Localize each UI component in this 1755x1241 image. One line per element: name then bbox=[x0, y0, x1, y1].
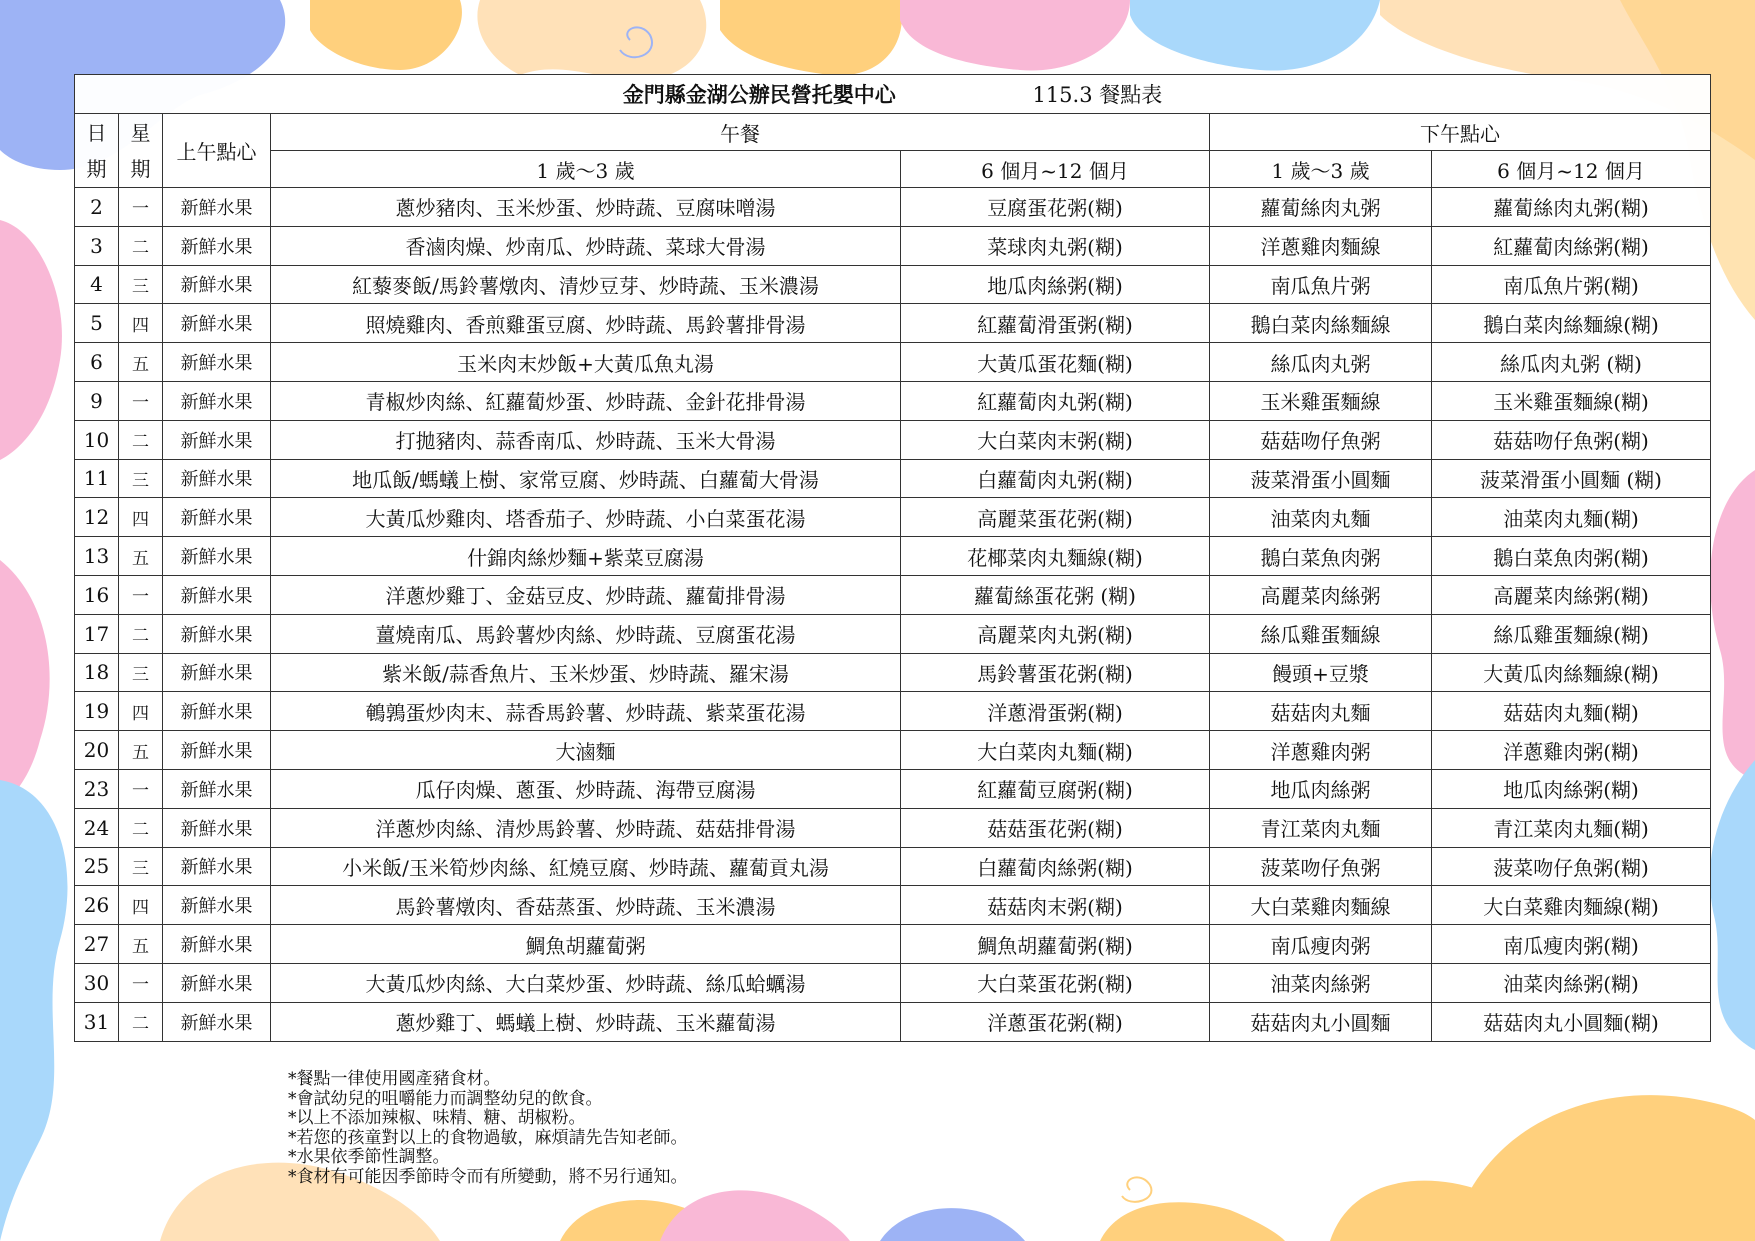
lunch-1-3-cell: 大滷麵 bbox=[271, 731, 901, 770]
center-name: 金門縣金湖公辦民營托嬰中心 bbox=[622, 82, 896, 107]
lunch-6-12-cell: 豆腐蛋花粥(糊) bbox=[901, 188, 1210, 227]
lunch-1-3-cell: 紅藜麥飯/馬鈴薯燉肉、清炒豆芽、炒時蔬、玉米濃湯 bbox=[271, 265, 901, 304]
pm-6-12-cell: 絲瓜雞蛋麵線(糊) bbox=[1432, 614, 1711, 653]
am-snack-cell: 新鮮水果 bbox=[163, 575, 271, 614]
table-row bbox=[75, 847, 1711, 886]
pm-1-3-cell: 油菜肉絲粥 bbox=[1210, 963, 1432, 1002]
weekday-cell: 二 bbox=[119, 226, 163, 265]
lunch-1-3-cell: 紫米飯/蒜香魚片、玉米炒蛋、炒時蔬、羅宋湯 bbox=[271, 653, 901, 692]
lunch-6-12-cell: 洋蔥滑蛋粥(糊) bbox=[901, 692, 1210, 731]
lunch-6-12-cell: 菜球肉丸粥(糊) bbox=[901, 226, 1210, 265]
table-row bbox=[75, 381, 1711, 420]
table-row bbox=[75, 420, 1711, 459]
pm-6-12-cell: 大白菜雞肉麵線(糊) bbox=[1432, 886, 1711, 925]
lunch-1-3-cell: 馬鈴薯燉肉、香菇蒸蛋、炒時蔬、玉米濃湯 bbox=[271, 886, 901, 925]
lunch-6-12-cell: 高麗菜蛋花粥(糊) bbox=[901, 498, 1210, 537]
table-row bbox=[75, 614, 1711, 653]
weekday-cell: 三 bbox=[119, 265, 163, 304]
date-cell: 18 bbox=[75, 653, 119, 692]
lunch-1-3-cell: 鯛魚胡蘿蔔粥 bbox=[271, 925, 901, 964]
lunch-1-3-cell: 小米飯/玉米筍炒肉絲、紅燒豆腐、炒時蔬、蘿蔔貢丸湯 bbox=[271, 847, 901, 886]
date-cell: 16 bbox=[75, 575, 119, 614]
note-line: *食材有可能因季節時令而有所變動，將不另行通知。 bbox=[288, 1166, 688, 1187]
lunch-1-3-cell: 照燒雞肉、香煎雞蛋豆腐、炒時蔬、馬鈴薯排骨湯 bbox=[271, 304, 901, 343]
date-cell: 11 bbox=[75, 459, 119, 498]
weekday-cell: 二 bbox=[119, 614, 163, 653]
pm-age-6-12-header: 6 個月~12 個月 bbox=[1432, 151, 1711, 188]
am-snack-cell: 新鮮水果 bbox=[163, 265, 271, 304]
am-snack-cell: 新鮮水果 bbox=[163, 925, 271, 964]
date-header: 日 期 bbox=[75, 114, 119, 188]
date-cell: 25 bbox=[75, 847, 119, 886]
weekday-cell: 一 bbox=[119, 769, 163, 808]
weekday-cell: 二 bbox=[119, 808, 163, 847]
lunch-6-12-cell: 馬鈴薯蛋花粥(糊) bbox=[901, 653, 1210, 692]
table-row bbox=[75, 925, 1711, 964]
lunch-6-12-cell: 大白菜肉丸麵(糊) bbox=[901, 731, 1210, 770]
lunch-header: 午餐 bbox=[271, 114, 1210, 151]
weekday-cell: 三 bbox=[119, 847, 163, 886]
date-cell: 17 bbox=[75, 614, 119, 653]
date-cell: 30 bbox=[75, 963, 119, 1002]
am-snack-cell: 新鮮水果 bbox=[163, 537, 271, 576]
pm-6-12-cell: 菠菜吻仔魚粥(糊) bbox=[1432, 847, 1711, 886]
pm-1-3-cell: 饅頭+豆漿 bbox=[1210, 653, 1432, 692]
weekday-cell: 五 bbox=[119, 343, 163, 382]
title-cell bbox=[75, 75, 1711, 114]
pm-1-3-cell: 蘿蔔絲肉丸粥 bbox=[1210, 188, 1432, 227]
am-snack-cell: 新鮮水果 bbox=[163, 459, 271, 498]
lunch-6-12-cell: 地瓜肉絲粥(糊) bbox=[901, 265, 1210, 304]
date-cell: 13 bbox=[75, 537, 119, 576]
am-snack-cell: 新鮮水果 bbox=[163, 808, 271, 847]
date-cell: 10 bbox=[75, 420, 119, 459]
am-snack-cell: 新鮮水果 bbox=[163, 304, 271, 343]
table-row bbox=[75, 537, 1711, 576]
header-row-2 bbox=[75, 151, 1711, 188]
lunch-6-12-cell: 蘿蔔絲蛋花粥 (糊) bbox=[901, 575, 1210, 614]
date-cell: 24 bbox=[75, 808, 119, 847]
menu-table bbox=[74, 74, 1711, 1042]
weekday-cell: 一 bbox=[119, 188, 163, 227]
lunch-1-3-cell: 青椒炒肉絲、紅蘿蔔炒蛋、炒時蔬、金針花排骨湯 bbox=[271, 381, 901, 420]
pm-6-12-cell: 絲瓜肉丸粥 (糊) bbox=[1432, 343, 1711, 382]
pm-6-12-cell: 地瓜肉絲粥(糊) bbox=[1432, 769, 1711, 808]
lunch-1-3-cell: 鵪鶉蛋炒肉末、蒜香馬鈴薯、炒時蔬、紫菜蛋花湯 bbox=[271, 692, 901, 731]
lunch-6-12-cell: 白蘿蔔肉丸粥(糊) bbox=[901, 459, 1210, 498]
pm-6-12-cell: 玉米雞蛋麵線(糊) bbox=[1432, 381, 1711, 420]
lunch-6-12-cell: 紅蘿蔔滑蛋粥(糊) bbox=[901, 304, 1210, 343]
pm-1-3-cell: 高麗菜肉絲粥 bbox=[1210, 575, 1432, 614]
pm-1-3-cell: 菠菜滑蛋小圓麵 bbox=[1210, 459, 1432, 498]
am-snack-cell: 新鮮水果 bbox=[163, 1002, 271, 1041]
table-row bbox=[75, 653, 1711, 692]
menu-body bbox=[75, 188, 1711, 1042]
table-row bbox=[75, 769, 1711, 808]
am-snack-cell: 新鮮水果 bbox=[163, 343, 271, 382]
pm-1-3-cell: 油菜肉丸麵 bbox=[1210, 498, 1432, 537]
pm-6-12-cell: 南瓜魚片粥(糊) bbox=[1432, 265, 1711, 304]
pm-snack-header: 下午點心 bbox=[1210, 114, 1711, 151]
table-row bbox=[75, 265, 1711, 304]
date-cell: 19 bbox=[75, 692, 119, 731]
pm-6-12-cell: 蘿蔔絲肉丸粥(糊) bbox=[1432, 188, 1711, 227]
menu-title: 115.3 餐點表 bbox=[1032, 83, 1163, 107]
lunch-6-12-cell: 菇菇蛋花粥(糊) bbox=[901, 808, 1210, 847]
weekday-cell: 五 bbox=[119, 537, 163, 576]
am-snack-cell: 新鮮水果 bbox=[163, 769, 271, 808]
table-row bbox=[75, 343, 1711, 382]
note-line: *餐點一律使用國產豬食材。 bbox=[288, 1069, 501, 1089]
pm-1-3-cell: 洋蔥雞肉粥 bbox=[1210, 731, 1432, 770]
lunch-age-1-3-header: 1 歲～3 歲 bbox=[271, 151, 901, 188]
weekday-cell: 五 bbox=[119, 925, 163, 964]
title-row bbox=[75, 75, 1711, 114]
lunch-1-3-cell: 洋蔥炒雞丁、金菇豆皮、炒時蔬、蘿蔔排骨湯 bbox=[271, 575, 901, 614]
am-snack-cell: 新鮮水果 bbox=[163, 381, 271, 420]
pm-1-3-cell: 地瓜肉絲粥 bbox=[1210, 769, 1432, 808]
lunch-6-12-cell: 紅蘿蔔肉丸粥(糊) bbox=[901, 381, 1210, 420]
weekday-cell: 一 bbox=[119, 963, 163, 1002]
table-row bbox=[75, 498, 1711, 537]
date-cell: 23 bbox=[75, 769, 119, 808]
lunch-6-12-cell: 大白菜肉末粥(糊) bbox=[901, 420, 1210, 459]
lunch-6-12-cell: 大白菜蛋花粥(糊) bbox=[901, 963, 1210, 1002]
pm-6-12-cell: 菇菇肉丸麵(糊) bbox=[1432, 692, 1711, 731]
pm-6-12-cell: 鵝白菜魚肉粥(糊) bbox=[1432, 537, 1711, 576]
lunch-1-3-cell: 薑燒南瓜、馬鈴薯炒肉絲、炒時蔬、豆腐蛋花湯 bbox=[271, 614, 901, 653]
pm-6-12-cell: 洋蔥雞肉粥(糊) bbox=[1432, 731, 1711, 770]
pm-1-3-cell: 大白菜雞肉麵線 bbox=[1210, 886, 1432, 925]
note-line: *會試幼兒的咀嚼能力而調整幼兒的飲食。 bbox=[288, 1088, 603, 1109]
table-row bbox=[75, 459, 1711, 498]
lunch-1-3-cell: 香滷肉燥、炒南瓜、炒時蔬、菜球大骨湯 bbox=[271, 226, 901, 265]
weekday-cell: 五 bbox=[119, 731, 163, 770]
pm-6-12-cell: 紅蘿蔔肉絲粥(糊) bbox=[1432, 226, 1711, 265]
menu-sheet bbox=[74, 74, 1710, 1042]
weekday-cell: 一 bbox=[119, 381, 163, 420]
table-row bbox=[75, 808, 1711, 847]
date-cell: 27 bbox=[75, 925, 119, 964]
am-snack-header: 上午點心 bbox=[163, 114, 271, 188]
lunch-6-12-cell: 大黃瓜蛋花麵(糊) bbox=[901, 343, 1210, 382]
note-line: *若您的孩童對以上的食物過敏，麻煩請先告知老師。 bbox=[288, 1127, 688, 1148]
am-snack-cell: 新鮮水果 bbox=[163, 886, 271, 925]
pm-6-12-cell: 大黃瓜肉絲麵線(糊) bbox=[1432, 653, 1711, 692]
am-snack-cell: 新鮮水果 bbox=[163, 226, 271, 265]
lunch-1-3-cell: 大黃瓜炒雞肉、塔香茄子、炒時蔬、小白菜蛋花湯 bbox=[271, 498, 901, 537]
pm-1-3-cell: 菠菜吻仔魚粥 bbox=[1210, 847, 1432, 886]
date-cell: 12 bbox=[75, 498, 119, 537]
pm-1-3-cell: 洋蔥雞肉麵線 bbox=[1210, 226, 1432, 265]
lunch-6-12-cell: 菇菇肉末粥(糊) bbox=[901, 886, 1210, 925]
pm-1-3-cell: 鵝白菜魚肉粥 bbox=[1210, 537, 1432, 576]
lunch-6-12-cell: 鯛魚胡蘿蔔粥(糊) bbox=[901, 925, 1210, 964]
pm-6-12-cell: 高麗菜肉絲粥(糊) bbox=[1432, 575, 1711, 614]
date-cell: 3 bbox=[75, 226, 119, 265]
lunch-age-6-12-header: 6 個月~12 個月 bbox=[901, 151, 1210, 188]
table-row bbox=[75, 963, 1711, 1002]
pm-1-3-cell: 鵝白菜肉絲麵線 bbox=[1210, 304, 1432, 343]
am-snack-cell: 新鮮水果 bbox=[163, 963, 271, 1002]
note-line: *水果依季節性調整。 bbox=[288, 1147, 450, 1167]
header-row-1 bbox=[75, 114, 1711, 151]
date-cell: 4 bbox=[75, 265, 119, 304]
am-snack-cell: 新鮮水果 bbox=[163, 653, 271, 692]
lunch-1-3-cell: 瓜仔肉燥、蔥蛋、炒時蔬、海帶豆腐湯 bbox=[271, 769, 901, 808]
weekday-header: 星 期 bbox=[119, 114, 163, 188]
pm-1-3-cell: 絲瓜雞蛋麵線 bbox=[1210, 614, 1432, 653]
lunch-1-3-cell: 蔥炒雞丁、螞蟻上樹、炒時蔬、玉米蘿蔔湯 bbox=[271, 1002, 901, 1041]
weekday-cell: 三 bbox=[119, 459, 163, 498]
weekday-cell: 三 bbox=[119, 653, 163, 692]
am-snack-cell: 新鮮水果 bbox=[163, 188, 271, 227]
table-row bbox=[75, 226, 1711, 265]
pm-6-12-cell: 油菜肉絲粥(糊) bbox=[1432, 963, 1711, 1002]
pm-1-3-cell: 南瓜魚片粥 bbox=[1210, 265, 1432, 304]
lunch-6-12-cell: 紅蘿蔔豆腐粥(糊) bbox=[901, 769, 1210, 808]
pm-1-3-cell: 南瓜瘦肉粥 bbox=[1210, 925, 1432, 964]
pm-1-3-cell: 絲瓜肉丸粥 bbox=[1210, 343, 1432, 382]
date-cell: 20 bbox=[75, 731, 119, 770]
am-snack-cell: 新鮮水果 bbox=[163, 420, 271, 459]
lunch-1-3-cell: 洋蔥炒肉絲、清炒馬鈴薯、炒時蔬、菇菇排骨湯 bbox=[271, 808, 901, 847]
pm-6-12-cell: 青江菜肉丸麵(糊) bbox=[1432, 808, 1711, 847]
date-cell: 31 bbox=[75, 1002, 119, 1041]
weekday-cell: 四 bbox=[119, 304, 163, 343]
weekday-cell: 四 bbox=[119, 692, 163, 731]
pm-1-3-cell: 菇菇肉丸麵 bbox=[1210, 692, 1432, 731]
weekday-cell: 二 bbox=[119, 1002, 163, 1041]
lunch-1-3-cell: 地瓜飯/螞蟻上樹、家常豆腐、炒時蔬、白蘿蔔大骨湯 bbox=[271, 459, 901, 498]
notes bbox=[288, 1070, 688, 1187]
am-snack-cell: 新鮮水果 bbox=[163, 614, 271, 653]
pm-6-12-cell: 菇菇肉丸小圓麵(糊) bbox=[1432, 1002, 1711, 1041]
table-row bbox=[75, 575, 1711, 614]
pm-1-3-cell: 菇菇肉丸小圓麵 bbox=[1210, 1002, 1432, 1041]
weekday-cell: 二 bbox=[119, 420, 163, 459]
am-snack-cell: 新鮮水果 bbox=[163, 692, 271, 731]
weekday-cell: 四 bbox=[119, 498, 163, 537]
table-row bbox=[75, 188, 1711, 227]
pm-1-3-cell: 玉米雞蛋麵線 bbox=[1210, 381, 1432, 420]
lunch-1-3-cell: 打拋豬肉、蒜香南瓜、炒時蔬、玉米大骨湯 bbox=[271, 420, 901, 459]
date-cell: 9 bbox=[75, 381, 119, 420]
date-cell: 2 bbox=[75, 188, 119, 227]
date-cell: 26 bbox=[75, 886, 119, 925]
am-snack-cell: 新鮮水果 bbox=[163, 847, 271, 886]
pm-1-3-cell: 菇菇吻仔魚粥 bbox=[1210, 420, 1432, 459]
lunch-6-12-cell: 白蘿蔔肉絲粥(糊) bbox=[901, 847, 1210, 886]
lunch-6-12-cell: 高麗菜肉丸粥(糊) bbox=[901, 614, 1210, 653]
lunch-1-3-cell: 蔥炒豬肉、玉米炒蛋、炒時蔬、豆腐味噌湯 bbox=[271, 188, 901, 227]
pm-6-12-cell: 南瓜瘦肉粥(糊) bbox=[1432, 925, 1711, 964]
date-cell: 5 bbox=[75, 304, 119, 343]
pm-6-12-cell: 菠菜滑蛋小圓麵 (糊) bbox=[1432, 459, 1711, 498]
lunch-1-3-cell: 什錦肉絲炒麵+紫菜豆腐湯 bbox=[271, 537, 901, 576]
table-row bbox=[75, 1002, 1711, 1041]
lunch-1-3-cell: 玉米肉末炒飯+大黃瓜魚丸湯 bbox=[271, 343, 901, 382]
table-row bbox=[75, 886, 1711, 925]
am-snack-cell: 新鮮水果 bbox=[163, 731, 271, 770]
pm-6-12-cell: 鵝白菜肉絲麵線(糊) bbox=[1432, 304, 1711, 343]
weekday-cell: 四 bbox=[119, 886, 163, 925]
am-snack-cell: 新鮮水果 bbox=[163, 498, 271, 537]
table-row bbox=[75, 731, 1711, 770]
pm-1-3-cell: 青江菜肉丸麵 bbox=[1210, 808, 1432, 847]
lunch-6-12-cell: 花椰菜肉丸麵線(糊) bbox=[901, 537, 1210, 576]
pm-6-12-cell: 油菜肉丸麵(糊) bbox=[1432, 498, 1711, 537]
lunch-1-3-cell: 大黃瓜炒肉絲、大白菜炒蛋、炒時蔬、絲瓜蛤蠣湯 bbox=[271, 963, 901, 1002]
lunch-6-12-cell: 洋蔥蛋花粥(糊) bbox=[901, 1002, 1210, 1041]
weekday-cell: 一 bbox=[119, 575, 163, 614]
date-cell: 6 bbox=[75, 343, 119, 382]
pm-6-12-cell: 菇菇吻仔魚粥(糊) bbox=[1432, 420, 1711, 459]
pm-age-1-3-header: 1 歲～3 歲 bbox=[1210, 151, 1432, 188]
table-row bbox=[75, 304, 1711, 343]
note-line: *以上不添加辣椒、味精、糖、胡椒粉。 bbox=[288, 1108, 586, 1128]
table-row bbox=[75, 692, 1711, 731]
